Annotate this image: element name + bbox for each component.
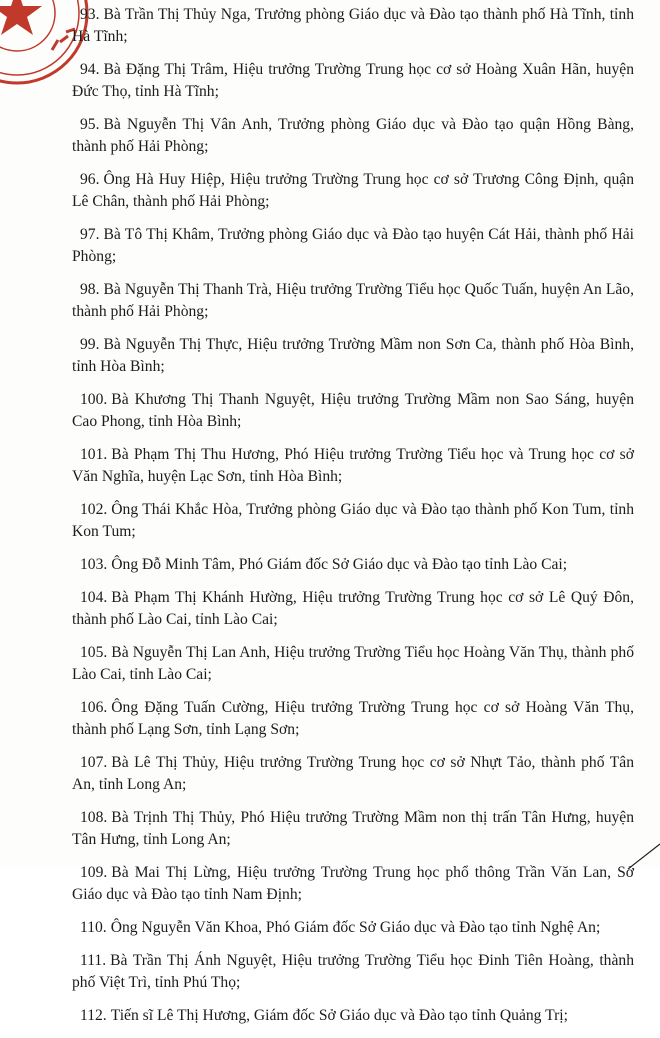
entry-text: Bà Nguyễn Thị Thanh Trà, Hiệu trưởng Trường Tiểu học Quốc Tuấn, huyện An Lão, thành phố Hải Phòng; [72, 281, 634, 320]
entry-paragraph [72, 334, 634, 378]
entry-text: Tiến sĩ Lê Thị Hương, Giám đốc Sở Giáo dục và Đào tạo tỉnh Quảng Trị; [110, 1007, 568, 1024]
list-item [72, 59, 634, 103]
entry-paragraph [72, 114, 634, 158]
list-item [72, 224, 634, 268]
entry-paragraph [72, 4, 634, 48]
entry-number: 93. [80, 6, 100, 23]
entry-number: 104. [80, 589, 108, 606]
entry-paragraph [72, 807, 634, 851]
entry-paragraph [72, 444, 634, 488]
entry-text: Bà Mai Thị Lừng, Hiệu trưởng Trường Trung học phổ thông Trần Văn Lan, Sở Giáo dục và Đào tạo tỉnh Nam Định; [72, 864, 634, 903]
entry-text: Ông Thái Khắc Hòa, Trưởng phòng Giáo dục và Đào tạo thành phố Kon Tum, tỉnh Kon Tum; [72, 501, 634, 540]
entry-number: 97. [80, 226, 100, 243]
list-item [72, 444, 634, 488]
entry-paragraph [72, 224, 634, 268]
list-item [72, 807, 634, 851]
list-item [72, 169, 634, 213]
entry-number: 112. [80, 1007, 107, 1024]
entry-number: 105. [80, 644, 108, 661]
entry-text: Ông Đỗ Minh Tâm, Phó Giám đốc Sở Giáo dục và Đào tạo tỉnh Lào Cai; [111, 556, 568, 573]
list-item [72, 114, 634, 158]
list-item [72, 389, 634, 433]
entry-text: Bà Phạm Thị Khánh Hường, Hiệu trưởng Trường Trung học cơ sở Lê Quý Đôn, thành phố Lào Cai, tỉnh Lào Cai; [72, 589, 634, 628]
entry-text: Bà Trịnh Thị Thủy, Phó Hiệu trưởng Trường Mầm non thị trấn Tân Hưng, huyện Tân Hưng, tỉnh Long An; [72, 809, 634, 848]
entry-number: 110. [80, 919, 107, 936]
entry-number: 106. [80, 699, 108, 716]
entry-text: Bà Nguyễn Thị Vân Anh, Trưởng phòng Giáo dục và Đào tạo quận Hồng Bàng, thành phố Hải Phòng; [72, 116, 634, 155]
entry-number: 98. [80, 281, 100, 298]
list-item [72, 554, 634, 576]
entry-paragraph [72, 917, 634, 939]
entry-text: Bà Phạm Thị Thu Hương, Phó Hiệu trưởng Trường Tiểu học và Trung học cơ sở Văn Nghĩa, huyện Lạc Sơn, tỉnh Hòa Bình; [72, 446, 634, 485]
entry-text: Bà Lê Thị Thủy, Hiệu trưởng Trường Trung học cơ sở Nhựt Tảo, thành phố Tân An, tỉnh Long An; [72, 754, 634, 793]
list-item [72, 1005, 634, 1027]
entry-paragraph [72, 587, 634, 631]
entry-text: Ông Hà Huy Hiệp, Hiệu trưởng Trường Trung học cơ sở Trương Công Định, quận Lê Chân, thành phố Hải Phòng; [72, 171, 634, 210]
list-item [72, 587, 634, 631]
entry-paragraph [72, 499, 634, 543]
entry-text: Ông Đặng Tuấn Cường, Hiệu trưởng Trường Trung học cơ sở Hoàng Văn Thụ, thành phố Lạng Sơn, tỉnh Lạng Sơn; [72, 699, 634, 738]
list-item [72, 917, 634, 939]
entry-paragraph [72, 642, 634, 686]
entry-number: 100. [80, 391, 108, 408]
list-item [72, 950, 634, 994]
entry-text: Ông Nguyễn Văn Khoa, Phó Giám đốc Sở Giáo dục và Đào tạo tỉnh Nghệ An; [110, 919, 601, 936]
entry-paragraph [72, 59, 634, 103]
list-item [72, 642, 634, 686]
entry-number: 95. [80, 116, 100, 133]
entry-text: Bà Khương Thị Thanh Nguyệt, Hiệu trưởng Trường Mầm non Sao Sáng, huyện Cao Phong, tỉnh Hòa Bình; [72, 391, 634, 430]
entry-paragraph [72, 862, 634, 906]
entry-number: 99. [80, 336, 100, 353]
list-item [72, 752, 634, 796]
entry-text: Bà Nguyễn Thị Lan Anh, Hiệu trưởng Trường Tiểu học Hoàng Văn Thụ, thành phố Lào Cai, tỉnh Lào Cai; [72, 644, 634, 683]
entry-text: Bà Tô Thị Khâm, Trưởng phòng Giáo dục và Đào tạo huyện Cát Hải, thành phố Hải Phòng; [72, 226, 634, 265]
entry-number: 103. [80, 556, 108, 573]
entry-number: 109. [80, 864, 108, 881]
entry-number: 108. [80, 809, 108, 826]
entry-text: Bà Trần Thị Ánh Nguyệt, Hiệu trưởng Trường Tiểu học Đinh Tiên Hoàng, thành phố Việt Trì, tỉnh Phú Thọ; [72, 952, 634, 991]
entry-paragraph [72, 279, 634, 323]
page-corner-mark-icon [600, 839, 660, 869]
appointment-list [72, 4, 634, 1038]
entry-paragraph [72, 1005, 634, 1027]
entry-number: 96. [80, 171, 100, 188]
entry-paragraph [72, 554, 634, 576]
entry-paragraph [72, 389, 634, 433]
entry-paragraph [72, 752, 634, 796]
list-item [72, 499, 634, 543]
entry-number: 111. [80, 952, 107, 969]
list-item [72, 697, 634, 741]
entry-number: 94. [80, 61, 100, 78]
entry-text: Bà Đặng Thị Trâm, Hiệu trưởng Trường Trung học cơ sở Hoàng Xuân Hãn, huyện Đức Thọ, tỉnh Hà Tĩnh; [72, 61, 634, 100]
list-item [72, 279, 634, 323]
entry-number: 107. [80, 754, 108, 771]
list-item [72, 862, 634, 906]
list-item [72, 334, 634, 378]
entry-paragraph [72, 697, 634, 741]
entry-paragraph [72, 950, 634, 994]
entry-text: Bà Trần Thị Thủy Nga, Trưởng phòng Giáo dục và Đào tạo thành phố Hà Tĩnh, tỉnh Hà Tĩnh; [72, 6, 634, 45]
entry-number: 102. [80, 501, 108, 518]
entry-text: Bà Nguyễn Thị Thực, Hiệu trưởng Trường Mầm non Sơn Ca, thành phố Hòa Bình, tỉnh Hòa Bình; [72, 336, 634, 375]
entry-paragraph [72, 169, 634, 213]
list-item [72, 4, 634, 48]
entry-number: 101. [80, 446, 108, 463]
